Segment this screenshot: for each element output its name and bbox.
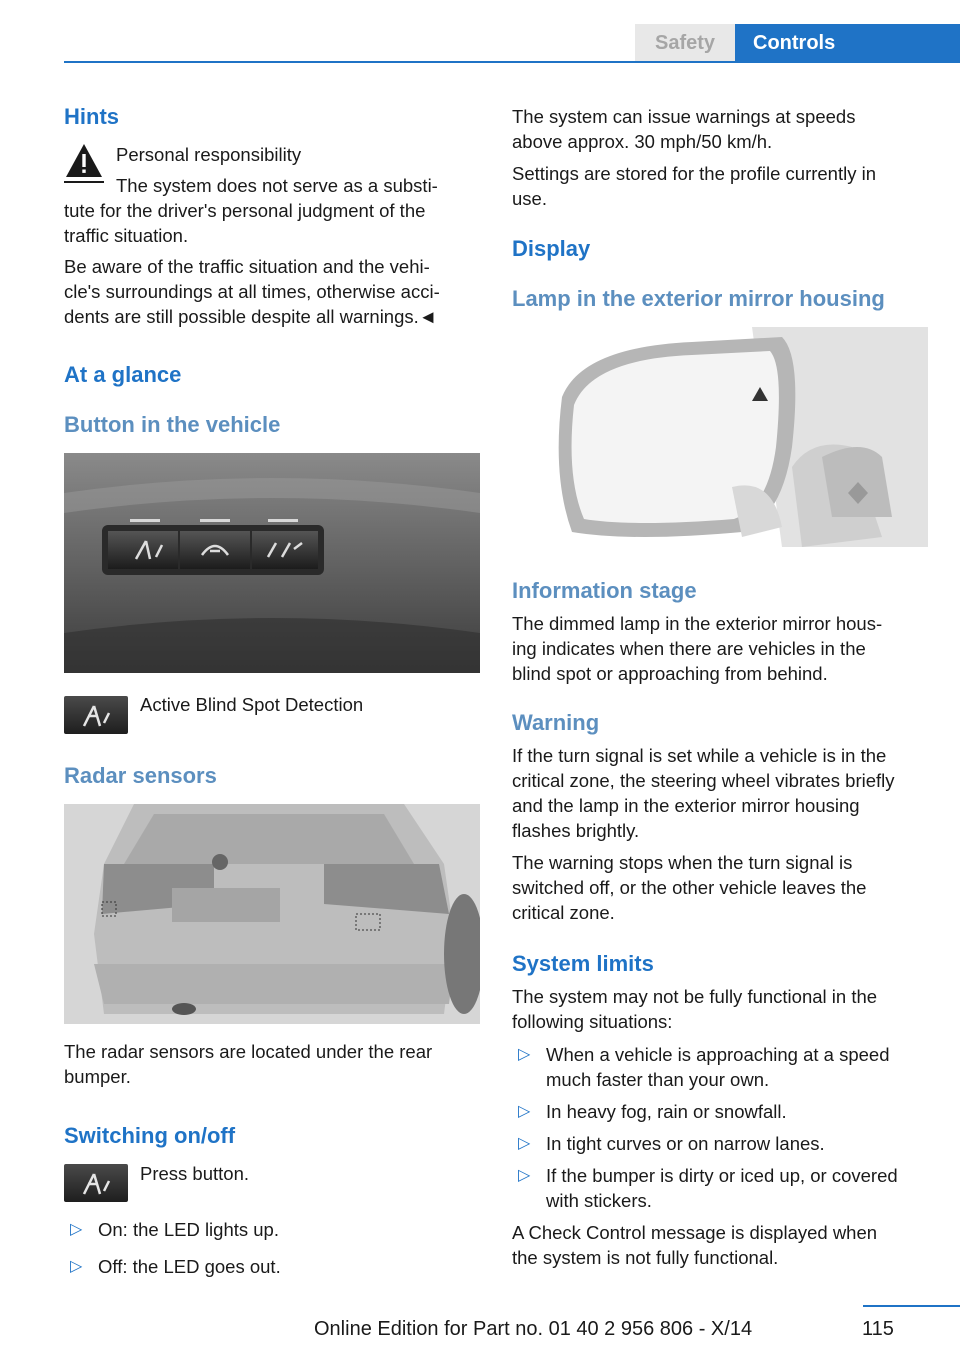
check-control-line: A Check Control message is displayed when [512, 1222, 878, 1243]
warning-text-line: critical zone, the steering wheel vibrates briefly [512, 770, 895, 791]
warning-stop-line: The warning stops when the turn signal is [512, 852, 853, 873]
header-rule [64, 61, 960, 63]
speed-text-line: above approx. 30 mph/50 km/h. [512, 131, 773, 152]
button-in-vehicle-heading: Button in the vehicle [64, 412, 281, 437]
press-button-text: Press button. [140, 1163, 250, 1184]
limits-text-line: following situations: [512, 1011, 673, 1032]
edition-text: Online Edition for Part no. 01 40 2 956 806 - X/14 [314, 1318, 753, 1340]
settings-text-line: use. [512, 188, 547, 209]
blind-spot-button-icon [64, 1164, 128, 1202]
list-item-text: much faster than your own. [546, 1069, 770, 1090]
system-limits-heading: System limits [512, 951, 654, 976]
page-number: 115 [862, 1318, 894, 1340]
info-text-line: ing indicates when there are vehicles in the [512, 638, 866, 659]
hints-title: Hints [64, 104, 119, 129]
info-text-line: blind spot or approaching from behind. [512, 663, 828, 684]
list-item [512, 1042, 932, 1092]
list-item-text: Off: the LED goes out. [98, 1256, 281, 1277]
warning-text-line: flashes brightly. [512, 820, 640, 841]
list-item [512, 1131, 932, 1156]
bullet-triangle-icon: ▷ [518, 1046, 531, 1063]
radar-sensors-photo [64, 804, 480, 1024]
button-caption: Active Blind Spot Detection [140, 694, 364, 715]
list-item-text: If the bumper is dirty or iced up, or covered [546, 1165, 898, 1186]
tab-controls[interactable]: Controls [735, 24, 960, 62]
list-item-text: On: the LED lights up. [98, 1219, 279, 1240]
hint-paragraph-line: Be aware of the traffic situation and the vehi- [64, 256, 430, 277]
on-off-list [64, 1217, 480, 1279]
list-item [64, 1217, 480, 1242]
check-control-line: the system is not fully functional. [512, 1247, 779, 1268]
radar-text-line: The radar sensors are located under the rear [64, 1041, 433, 1062]
radar-text-line: bumper. [64, 1066, 131, 1087]
hint-paragraph-line: dents are still possible despite all warnings.◄ [64, 306, 438, 327]
hint-line: traffic situation. [64, 225, 189, 246]
list-item [64, 1254, 480, 1279]
list-item-text: When a vehicle is approaching at a speed [546, 1044, 890, 1065]
bullet-triangle-icon: ▷ [518, 1135, 531, 1152]
list-item-text: In heavy fog, rain or snowfall. [546, 1101, 787, 1122]
at-a-glance-heading: At a glance [64, 362, 182, 387]
switching-heading: Switching on/off [64, 1123, 236, 1148]
hint-heading: Personal responsibility [116, 144, 302, 165]
warning-stop-line: critical zone. [512, 902, 615, 923]
tab-safety[interactable]: Safety [635, 24, 735, 62]
lamp-heading: Lamp in the exterior mirror housing [512, 286, 885, 311]
warning-triangle-icon [64, 141, 104, 183]
speed-text-line: The system can issue warnings at speeds [512, 106, 856, 127]
vehicle-buttons-photo [64, 453, 480, 673]
hint-paragraph-line: cle's surroundings at all times, otherwise acci- [64, 281, 440, 302]
limits-text-line: The system may not be fully functional in the [512, 986, 878, 1007]
blind-spot-button-icon [64, 696, 128, 734]
bullet-triangle-icon: ▷ [518, 1167, 531, 1184]
hint-line: The system does not serve as a substi- [116, 175, 438, 196]
bullet-triangle-icon: ▷ [70, 1258, 83, 1275]
warning-heading: Warning [512, 710, 600, 735]
exterior-mirror-photo [512, 327, 928, 547]
limits-list [512, 1042, 932, 1213]
info-text-line: The dimmed lamp in the exterior mirror hous- [512, 613, 883, 634]
list-item [512, 1163, 932, 1213]
warning-text-line: If the turn signal is set while a vehicle is in the [512, 745, 887, 766]
information-stage-heading: Information stage [512, 578, 697, 603]
settings-text-line: Settings are stored for the profile currently in [512, 163, 877, 184]
hint-line: tute for the driver's personal judgment of the [64, 200, 426, 221]
list-item-text: with stickers. [546, 1190, 652, 1211]
bullet-triangle-icon: ▷ [518, 1103, 531, 1120]
radar-sensors-heading: Radar sensors [64, 763, 217, 788]
warning-stop-line: switched off, or the other vehicle leaves the [512, 877, 867, 898]
footer-rule [863, 1305, 960, 1307]
chapter-tabs [635, 24, 960, 62]
bullet-triangle-icon: ▷ [70, 1221, 83, 1238]
warning-text-line: and the lamp in the exterior mirror housing [512, 795, 860, 816]
list-item [512, 1099, 932, 1124]
display-heading: Display [512, 236, 591, 261]
list-item-text: In tight curves or on narrow lanes. [546, 1133, 825, 1154]
